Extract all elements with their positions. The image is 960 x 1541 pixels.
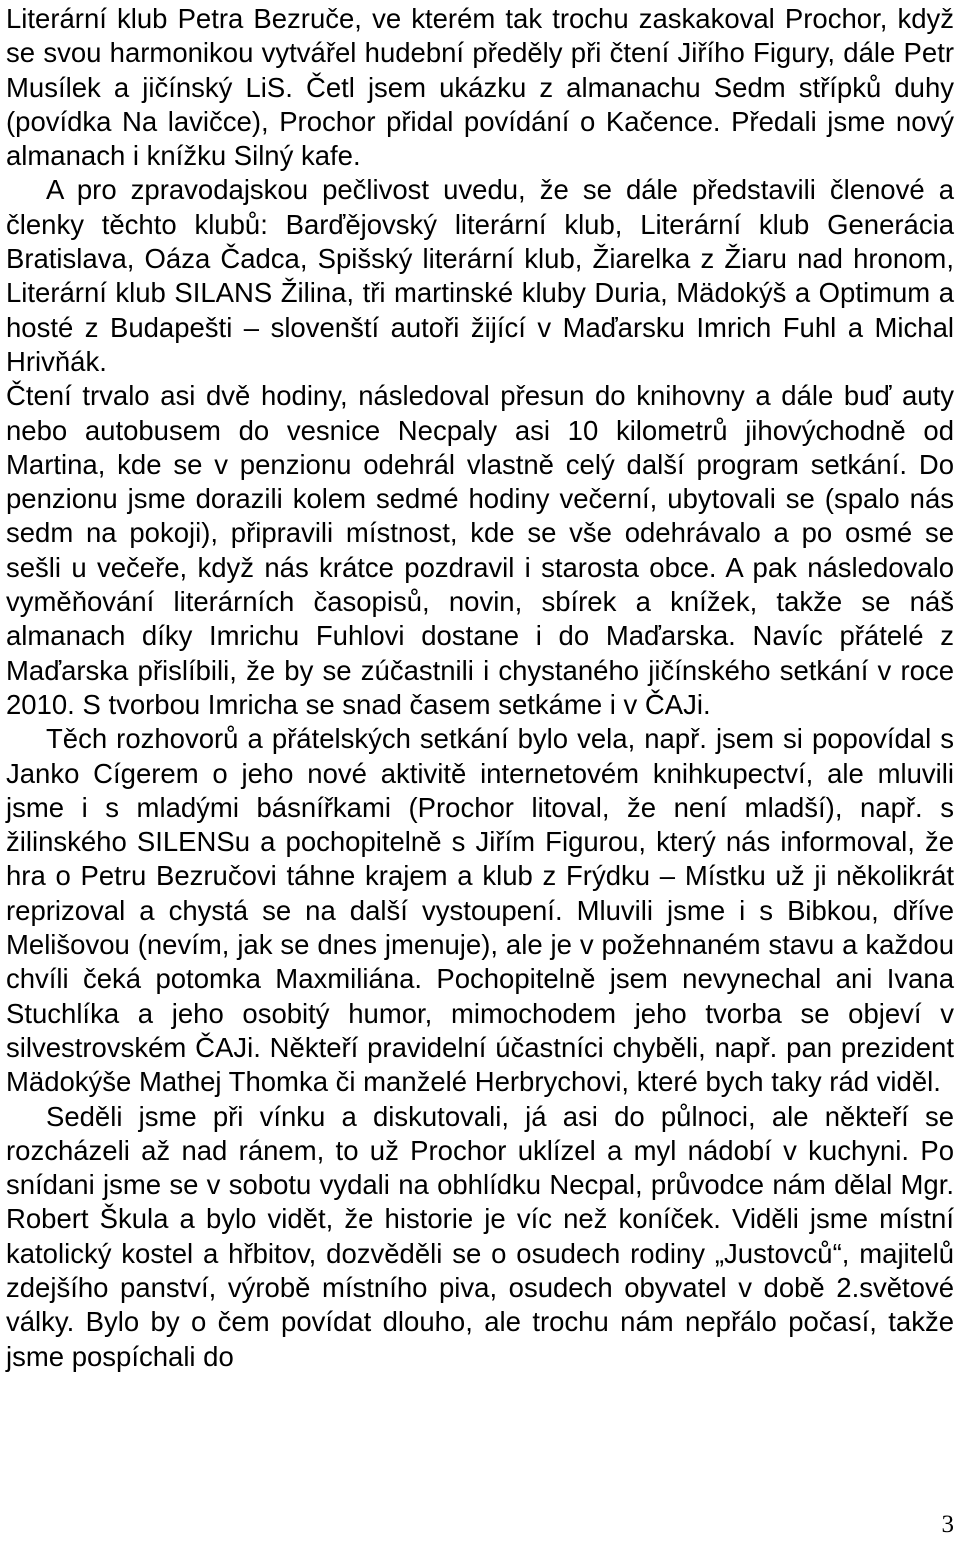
paragraph-participants: A pro zpravodajskou pečlivost uvedu, že se dále představili členové a členky těchto klubů: Barďějovský literární klub, Literární klub Generácia Bratislava, Oáza Čadca, Spišský literární klub, Žiarelka z Žiaru nad hronom, Literární klub SILANS Žilina, tři martinské kluby Duria, Mädokýš a Optimum a hosté z Budapešti – slovenští autoři žijící v Maďarsku Imrich Fuhl a Michal Hrivňák.	[6, 174, 954, 377]
paragraph-reading-and-evening: Čtení trvalo asi dvě hodiny, následoval přesun do knihovny a dále buď auty nebo autobusem do vesnice Necpaly asi 10 kilometrů jihovýchodně od Martina, kde se v penzionu odehrál vlastně celý další program setkání. Do penzionu jsme dorazili kolem sedmé hodiny večerní, ubytovali se (spalo nás sedm na pokoji), připravili místnost, kde se vše odehrávalo a po osmé se sešli u večeře, když nás krátce pozdravil i starosta obce. A pak následovalo vyměňování literárních časopisů, novin, sbírek a knížek, takže se náš almanach díky Imrichu Fuhlovi dostane i do Maďarska. Navíc přátelé z Maďarska přislíbili, že by se zúčastnili i chystaného jičínského setkání v roce 2010. S tvorbou Imricha se snad časem setkáme i v ČAJi.	[6, 380, 954, 720]
paragraph-literary-club: Literární klub Petra Bezruče, ve kterém tak trochu zaskakoval Prochor, když se svou harmonikou vytvářel hudební předěly při čtení Jiřího Figury, dále Petr Musílek a jičínský LiS. Četl jsem ukázku z almanachu Sedm střípků duhy (povídka Na lavičce), Prochor přidal povídání o Kačence. Předali jsme nový almanach i knížku Silný kafe.	[6, 3, 954, 172]
document-page	[6, 2, 954, 1374]
paragraph-morning-tour: Seděli jsme při vínku a diskutovali, já asi do půlnoci, ale někteří se rozcházeli až nad ránem, to už Prochor uklízel a myl nádobí v kuchyni. Po snídani jsme se v sobotu vydali na obhlídku Necpal, průvodce nám dělal Mgr. Robert Škula a bylo vidět, že historie je víc než koníček. Viděli jsme místní katolický kostel a hřbitov, dozvěděli se o osudech rodiny „Justovců“, majitelů zdejšího panství, výrobě místního piva, osudech obyvatel v době 2.světové války. Bylo by o čem povídat dlouho, ale trochu nám nepřálo počasí, takže jsme pospíchali do	[6, 1100, 954, 1372]
page-number: 3	[941, 1511, 954, 1538]
paragraph-conversations: Těch rozhovorů a přátelských setkání bylo vela, např. jsem si popovídal s Janko Cígerem o jeho nové aktivitě internetovém knihkupectví, ale mluvili jsme i s mladými básnířkami (Prochor litoval, že není mladší), např. s žilinského SILENSu a pochopitelně s Jiřím Figurou, který nás informoval, že hra o Petru Bezručovi táhne krajem a klub z Frýdku – Místku už ji několikrát reprizoval a chystá se na další vystoupení. Mluvili jsme i s Bibkou, dříve Melišovou (nevím, jak se dnes jmenuje), ale je v požehnaném stavu a každou chvíli čeká potomka Maxmiliána. Pochopitelně jsem nevynechal ani Ivana Stuchlíka a jeho osobitý humor, mimochodem jeho tvorba se objeví v silvestrovském ČAJi. Někteří pravidelní účastníci chyběli, např. pan prezident Mädokýše Mathej Thomka či manželé Herbrychovi, které bych taky rád viděl.	[6, 723, 954, 1098]
